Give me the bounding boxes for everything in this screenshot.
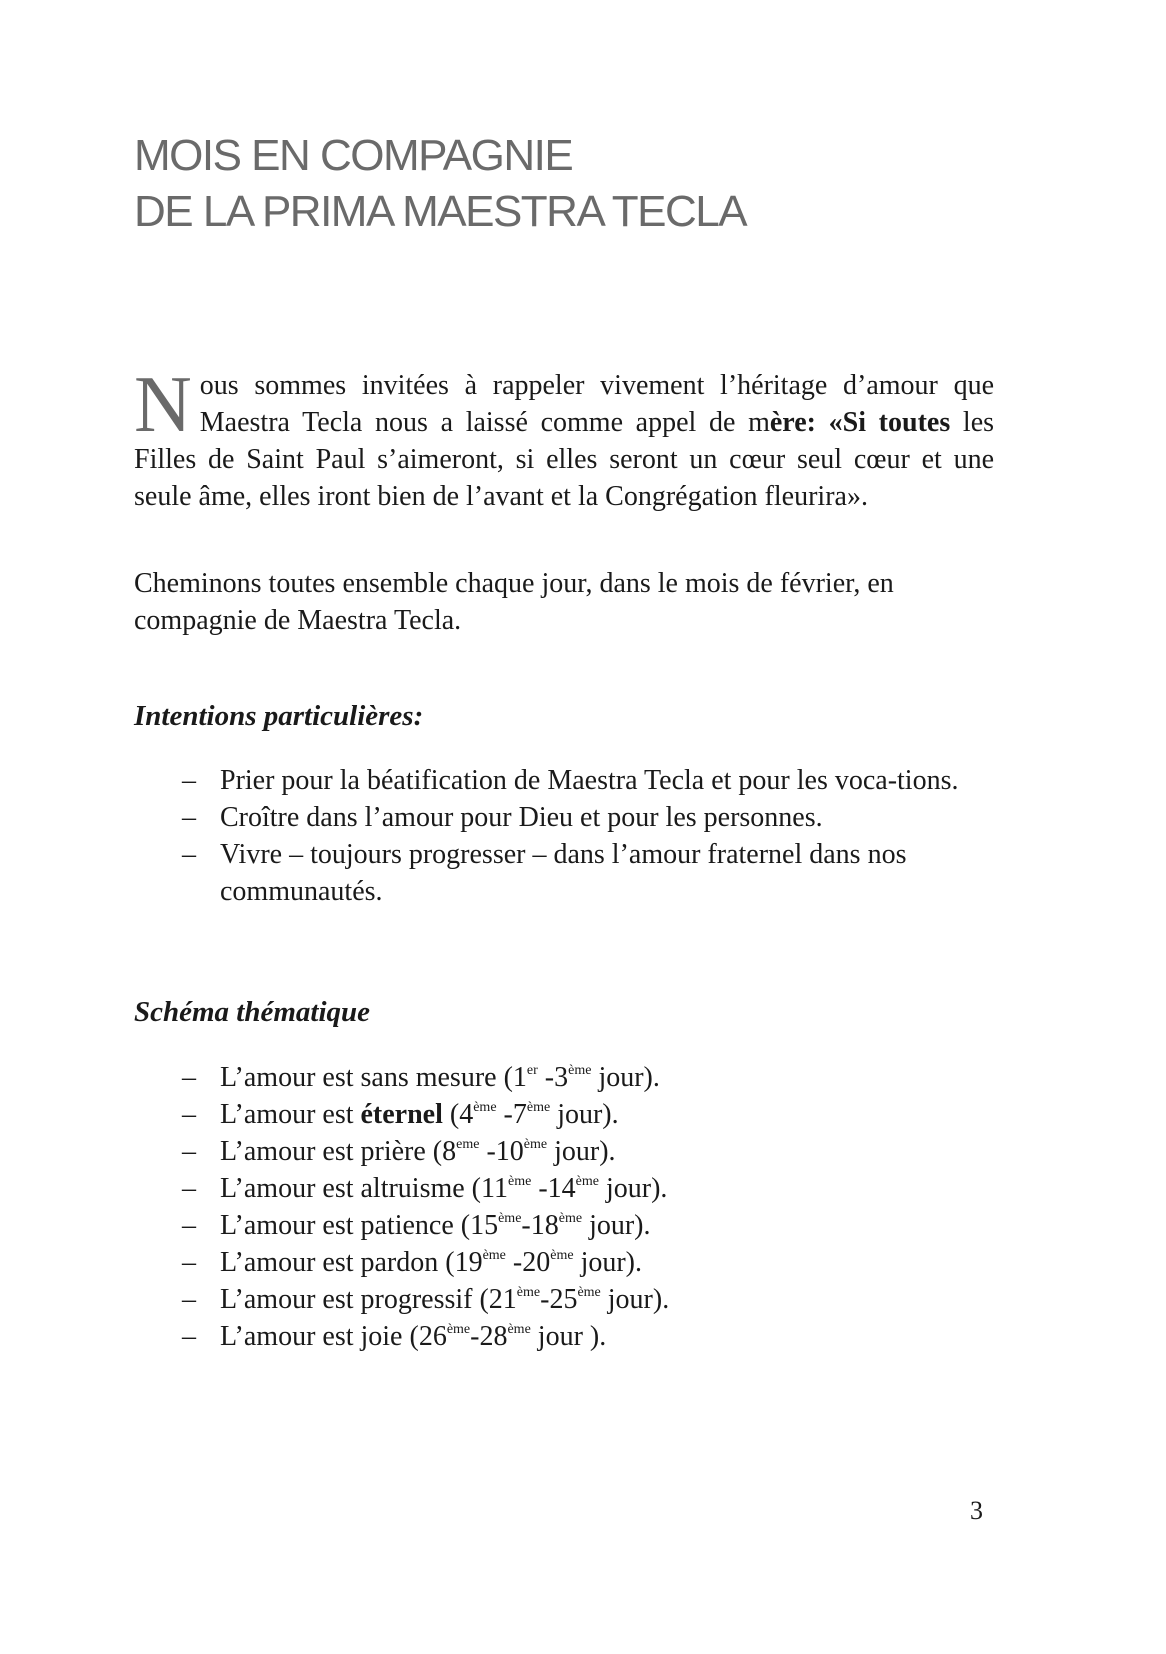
intentions-heading: Intentions particulières: <box>134 700 424 732</box>
page-number: 3 <box>970 1496 983 1525</box>
list-item <box>134 762 994 799</box>
dash-bullet: – <box>182 802 196 833</box>
list-item <box>134 836 994 910</box>
ordinal-suffix: er <box>526 1063 538 1078</box>
item-text: L’amour est progressif ( <box>220 1284 489 1315</box>
schema-list <box>134 1059 994 1355</box>
ordinal-suffix: ème <box>575 1174 599 1189</box>
ordinal-suffix: ème <box>473 1100 497 1115</box>
ordinal-suffix: ème <box>550 1248 574 1263</box>
item-text: jour). <box>573 1247 642 1278</box>
dash-bullet: – <box>182 839 196 870</box>
list-item <box>134 1059 994 1096</box>
intro-paragraph <box>134 361 995 515</box>
day-end: -28 <box>470 1321 508 1352</box>
item-text: L’amour est pardon ( <box>220 1247 455 1278</box>
second-paragraph: Cheminons toutes ensemble chaque jour, dans le mois de février, en compagnie de Maestra Tecla. <box>134 568 894 636</box>
item-bold-text: éternel <box>360 1099 443 1130</box>
ordinal-suffix: ème <box>482 1248 506 1263</box>
dash-bullet: – <box>182 1321 196 1352</box>
day-end: -18 <box>521 1210 559 1241</box>
day-start: 21 <box>488 1284 517 1315</box>
item-text: jour). <box>547 1136 616 1167</box>
day-start: 4 <box>459 1099 474 1130</box>
title-line-2: DE LA PRIMA MAESTRA TECLA <box>134 187 747 236</box>
ordinal-suffix: ème <box>516 1285 541 1300</box>
dash-bullet: – <box>182 1210 196 1241</box>
title-line-1: MOIS EN COMPAGNIE <box>134 131 573 180</box>
ordinal-suffix: ème <box>446 1322 471 1337</box>
ordinal-suffix: ème <box>558 1211 583 1226</box>
ordinal-suffix: ème <box>498 1211 522 1226</box>
intro-text-a: ous sommes invitées à rappeler vivement l’héritage d’amour que Maestra Tecla nous a laissé comme appel de m <box>199 370 994 438</box>
ordinal-suffix: ème <box>523 1137 548 1152</box>
ordinal-suffix: ème <box>577 1285 601 1300</box>
dash-bullet: – <box>182 1247 196 1278</box>
day-end: -10 <box>479 1136 524 1167</box>
day-start: 15 <box>470 1210 499 1241</box>
item-text: jour). <box>598 1173 668 1204</box>
item-text: L’amour est sans mesure ( <box>220 1062 513 1093</box>
item-text: L’amour est patience ( <box>220 1210 471 1241</box>
schema-heading: Schéma thématique <box>134 996 371 1028</box>
intro-bold: ère: «Si toutes <box>769 407 951 438</box>
item-text: jour). <box>550 1099 619 1130</box>
drop-cap: N <box>134 361 192 449</box>
dash-bullet: – <box>182 1136 196 1167</box>
list-item-text: Prier pour la béatification de Maestra Tecla et pour les voca-tions. <box>220 765 959 796</box>
list-item <box>134 1281 994 1318</box>
list-item <box>134 799 994 836</box>
day-start: 26 <box>418 1321 447 1352</box>
list-item-text: Croître dans l’amour pour Dieu et pour les personnes. <box>220 802 823 833</box>
list-item <box>134 1170 994 1207</box>
day-end: -25 <box>540 1284 578 1315</box>
item-text: jour). <box>600 1284 670 1315</box>
dash-bullet: – <box>182 1173 196 1204</box>
ordinal-suffix: ème <box>568 1063 592 1078</box>
item-text: L’amour est <box>220 1099 361 1130</box>
list-item <box>134 1096 994 1133</box>
day-end: -20 <box>505 1247 551 1278</box>
day-end: -3 <box>537 1062 569 1093</box>
dash-bullet: – <box>182 765 196 796</box>
item-text: L’amour est altruisme ( <box>220 1173 482 1204</box>
page-title <box>134 128 1034 240</box>
day-end: -14 <box>531 1173 576 1204</box>
item-text: ( <box>442 1099 460 1130</box>
list-item-text: Vivre – toujours progresser – dans l’amour fraternel dans nos communautés. <box>220 839 907 907</box>
intro-text-b: les Filles de Saint Paul s’aimeront, si elles seront un cœur seul cœur et une seule âme, elles iront bien de l’avant et la Congrégation fleurira». <box>134 407 995 512</box>
dash-bullet: – <box>182 1062 196 1093</box>
item-text: jour ). <box>530 1321 607 1352</box>
item-text: jour). <box>582 1210 651 1241</box>
ordinal-suffix: ème <box>507 1174 532 1189</box>
item-text: jour). <box>591 1062 660 1093</box>
ordinal-suffix: eme <box>456 1137 480 1152</box>
day-start: 11 <box>481 1173 508 1204</box>
day-start: 8 <box>442 1136 457 1167</box>
list-item <box>134 1244 994 1281</box>
intentions-list <box>134 762 994 910</box>
list-item <box>134 1207 994 1244</box>
ordinal-suffix: ème <box>507 1322 531 1337</box>
day-end: -7 <box>496 1099 527 1130</box>
day-start: 1 <box>512 1062 527 1093</box>
item-text: L’amour est prière ( <box>220 1136 443 1167</box>
dash-bullet: – <box>182 1099 196 1130</box>
dash-bullet: – <box>182 1284 196 1315</box>
ordinal-suffix: ème <box>526 1100 551 1115</box>
item-text: L’amour est joie ( <box>220 1321 419 1352</box>
list-item <box>134 1318 994 1355</box>
day-start: 19 <box>454 1247 483 1278</box>
list-item <box>134 1133 994 1170</box>
